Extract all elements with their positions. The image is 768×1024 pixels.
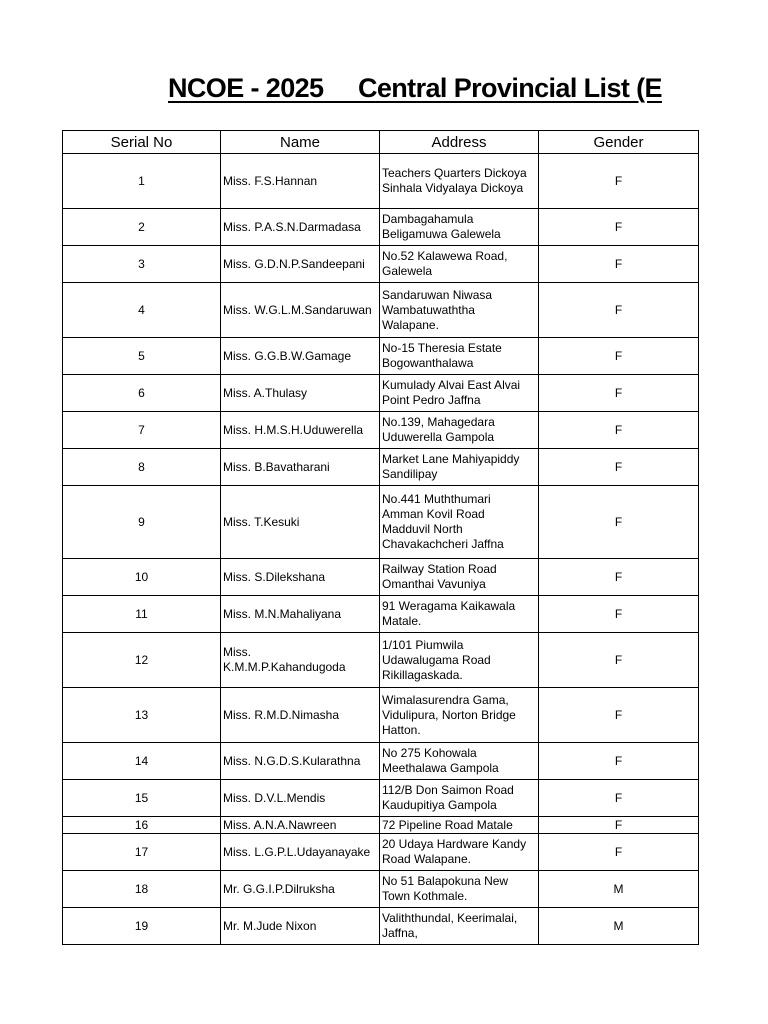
table-row <box>63 908 699 945</box>
serial-cell: 8 <box>63 449 221 486</box>
address-cell: No 275 Kohowala Meethalawa Gampola <box>380 743 539 780</box>
gender-cell: F <box>539 209 699 246</box>
table-row <box>63 596 699 633</box>
serial-cell: 5 <box>63 338 221 375</box>
serial-cell: 7 <box>63 412 221 449</box>
address-cell: 91 Weragama Kaikawala Matale. <box>380 596 539 633</box>
gender-cell: F <box>539 283 699 338</box>
address-cell: 1/101 Piumwila Udawalugama Road Rikillagaskada. <box>380 633 539 688</box>
header-address: Address <box>380 131 539 154</box>
gender-cell: F <box>539 486 699 559</box>
gender-cell: F <box>539 780 699 817</box>
serial-cell: 15 <box>63 780 221 817</box>
name-cell: Miss. A.Thulasy <box>221 375 380 412</box>
address-cell: Teachers Quarters Dickoya Sinhala Vidyalaya Dickoya <box>380 154 539 209</box>
name-cell: Miss. F.S.Hannan <box>221 154 380 209</box>
table-row <box>63 283 699 338</box>
address-cell: 72 Pipeline Road Matale <box>380 817 539 834</box>
gender-cell: M <box>539 871 699 908</box>
table-row <box>63 338 699 375</box>
name-cell: Miss. W.G.L.M.Sandaruwan <box>221 283 380 338</box>
serial-cell: 17 <box>63 834 221 871</box>
serial-cell: 12 <box>63 633 221 688</box>
name-cell: Miss. G.G.B.W.Gamage <box>221 338 380 375</box>
header-serial-no: Serial No <box>63 131 221 154</box>
name-cell: Miss. H.M.S.H.Uduwerella <box>221 412 380 449</box>
table-header-row <box>63 131 699 154</box>
title-container <box>0 70 698 110</box>
name-cell: Miss. B.Bavatharani <box>221 449 380 486</box>
address-cell: Sandaruwan Niwasa Wambatuwaththa Walapane. <box>380 283 539 338</box>
name-cell: Mr. G.G.I.P.Dilruksha <box>221 871 380 908</box>
name-cell: Miss. N.G.D.S.Kularathna <box>221 743 380 780</box>
serial-cell: 6 <box>63 375 221 412</box>
gender-cell: F <box>539 412 699 449</box>
serial-cell: 3 <box>63 246 221 283</box>
gender-cell: F <box>539 633 699 688</box>
name-cell: Miss. T.Kesuki <box>221 486 380 559</box>
table-row <box>63 375 699 412</box>
name-cell: Miss. D.V.L.Mendis <box>221 780 380 817</box>
serial-cell: 10 <box>63 559 221 596</box>
gender-cell: F <box>539 688 699 743</box>
table-row <box>63 871 699 908</box>
name-cell: Miss. A.N.A.Nawreen <box>221 817 380 834</box>
gender-cell: F <box>539 154 699 209</box>
table-row <box>63 633 699 688</box>
address-cell: Wimalasurendra Gama, Vidulipura, Norton Bridge Hatton. <box>380 688 539 743</box>
gender-cell: M <box>539 908 699 945</box>
table-row <box>63 246 699 283</box>
table-row <box>63 449 699 486</box>
gender-cell: F <box>539 743 699 780</box>
table-row <box>63 834 699 871</box>
serial-cell: 18 <box>63 871 221 908</box>
table-row <box>63 412 699 449</box>
address-cell: No.139, Mahagedara Uduwerella Gampola <box>380 412 539 449</box>
address-cell: No.52 Kalawewa Road, Galewela <box>380 246 539 283</box>
serial-cell: 4 <box>63 283 221 338</box>
address-cell: Railway Station Road Omanthai Vavuniya <box>380 559 539 596</box>
address-cell: 20 Udaya Hardware Kandy Road Walapane. <box>380 834 539 871</box>
table-row <box>63 688 699 743</box>
address-cell: Market Lane Mahiyapiddy Sandilipay <box>380 449 539 486</box>
address-cell: Kumulady Alvai East Alvai Point Pedro Jaffna <box>380 375 539 412</box>
gender-cell: F <box>539 449 699 486</box>
serial-cell: 1 <box>63 154 221 209</box>
name-cell: Miss. P.A.S.N.Darmadasa <box>221 209 380 246</box>
table-row <box>63 743 699 780</box>
gender-cell: F <box>539 817 699 834</box>
table-row <box>63 817 699 834</box>
table-row <box>63 486 699 559</box>
gender-cell: F <box>539 375 699 412</box>
table-row <box>63 559 699 596</box>
serial-cell: 11 <box>63 596 221 633</box>
name-cell: Miss. K.M.M.P.Kahandugoda <box>221 633 380 688</box>
document-title: NCOE - 2025 Central Provincial List (E <box>168 73 662 103</box>
table-row <box>63 209 699 246</box>
name-cell: Miss. M.N.Mahaliyana <box>221 596 380 633</box>
gender-cell: F <box>539 596 699 633</box>
name-cell: Miss. R.M.D.Nimasha <box>221 688 380 743</box>
serial-cell: 2 <box>63 209 221 246</box>
gender-cell: F <box>539 246 699 283</box>
table-row <box>63 780 699 817</box>
address-cell: Dambagahamula Beligamuwa Galewela <box>380 209 539 246</box>
address-cell: No 51 Balapokuna New Town Kothmale. <box>380 871 539 908</box>
header-name: Name <box>221 131 380 154</box>
address-cell: Valiththundal, Keerimalai, Jaffna, <box>380 908 539 945</box>
serial-cell: 14 <box>63 743 221 780</box>
header-gender: Gender <box>539 131 699 154</box>
address-cell: 112/B Don Saimon Road Kaudupitiya Gampola <box>380 780 539 817</box>
gender-cell: F <box>539 559 699 596</box>
gender-cell: F <box>539 834 699 871</box>
serial-cell: 9 <box>63 486 221 559</box>
gender-cell: F <box>539 338 699 375</box>
address-cell: No.441 Muththumari Amman Kovil Road Madduvil North Chavakachcheri Jaffna <box>380 486 539 559</box>
address-cell: No-15 Theresia Estate Bogowanthalawa <box>380 338 539 375</box>
name-cell: Miss. G.D.N.P.Sandeepani <box>221 246 380 283</box>
provincial-list-table <box>62 130 699 945</box>
name-cell: Miss. L.G.P.L.Udayanayake <box>221 834 380 871</box>
table-row <box>63 154 699 209</box>
serial-cell: 13 <box>63 688 221 743</box>
name-cell: Mr. M.Jude Nixon <box>221 908 380 945</box>
serial-cell: 19 <box>63 908 221 945</box>
name-cell: Miss. S.Dilekshana <box>221 559 380 596</box>
serial-cell: 16 <box>63 817 221 834</box>
